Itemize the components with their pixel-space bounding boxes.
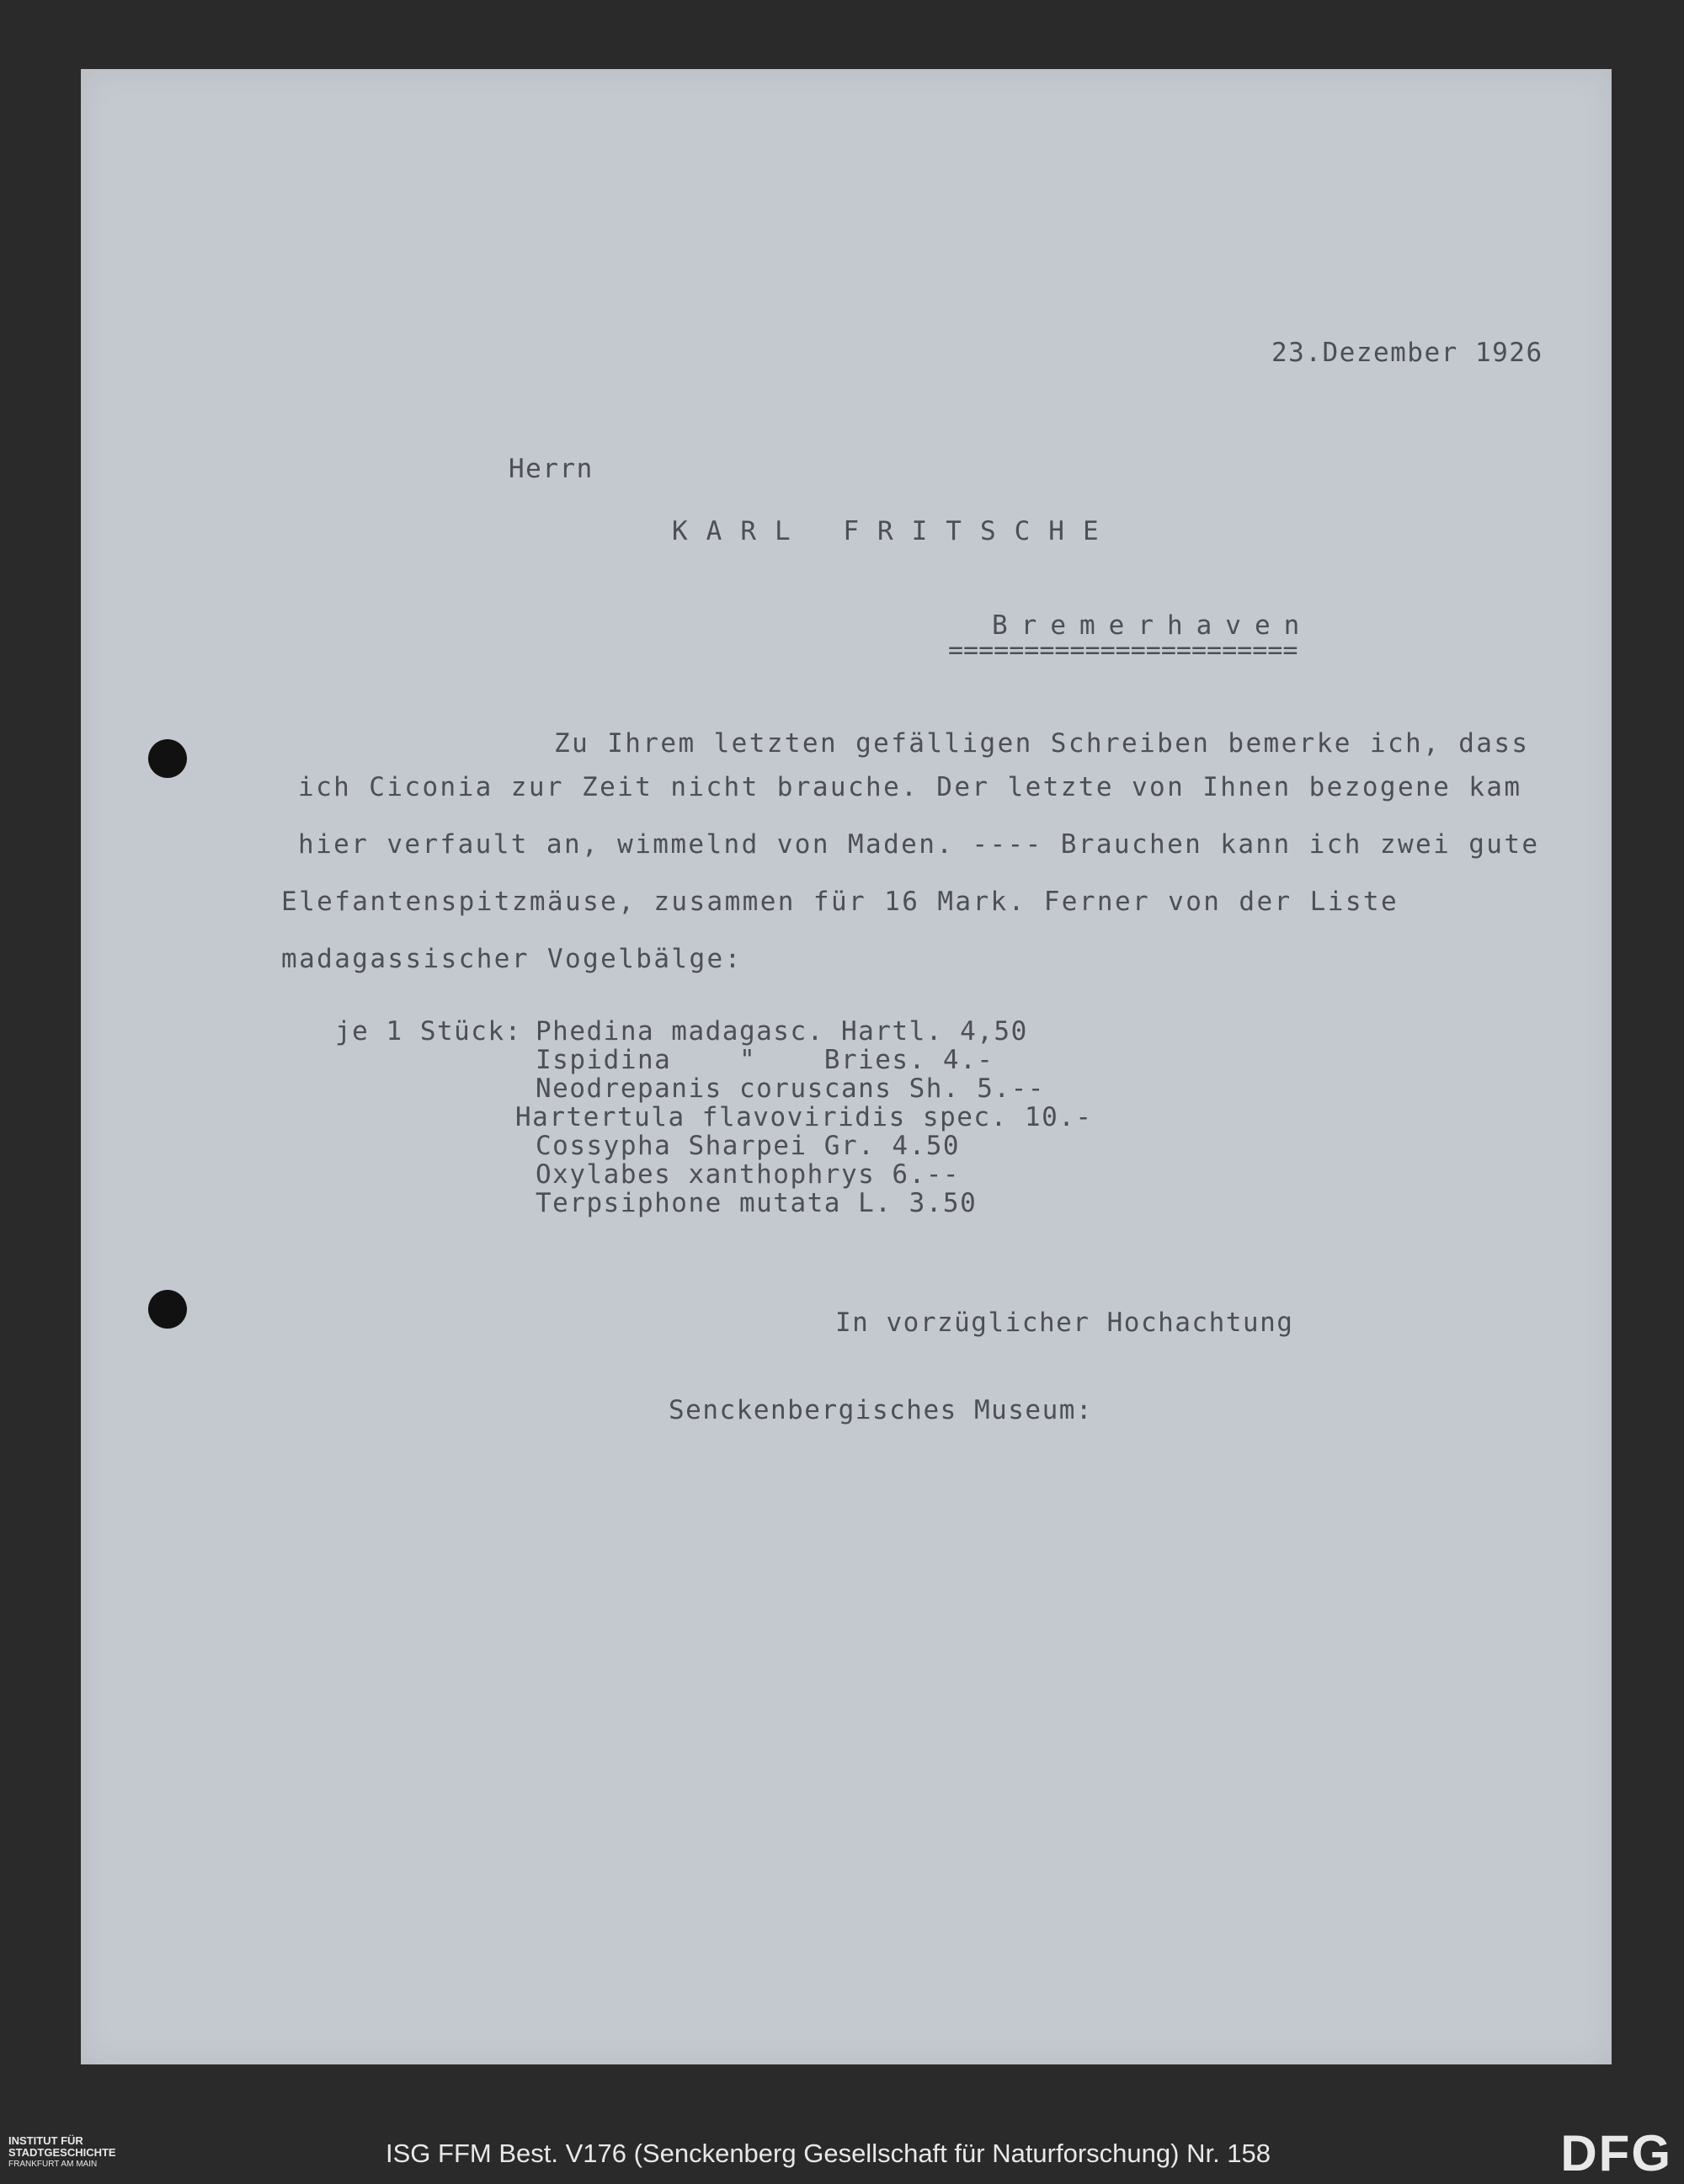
punch-hole-top bbox=[148, 739, 187, 778]
body-line: Zu Ihrem letzten gefälligen Schreiben bemerke ich, dass bbox=[554, 728, 1530, 759]
body-line: hier verfault an, wimmelnd von Maden. ---- Brauchen kann ich zwei gute bbox=[298, 829, 1540, 860]
list-item: Cossypha Sharpei Gr. 4.50 bbox=[536, 1131, 961, 1161]
signature: Senckenbergisches Museum: bbox=[669, 1395, 1094, 1425]
institute-logo bbox=[8, 2135, 116, 2171]
recipient-city: Bremerhaven bbox=[992, 610, 1314, 641]
list-item: Oxylabes xanthophrys 6.-- bbox=[536, 1159, 961, 1190]
body-line: madagassischer Vogelbälge: bbox=[281, 944, 743, 974]
archive-caption: ISG FFM Best. V176 (Senckenberg Gesellschaft für Naturforschung) Nr. 158 bbox=[386, 2139, 1271, 2168]
list-item: Phedina madagasc. Hartl. 4,50 bbox=[536, 1016, 1028, 1047]
list-item: Terpsiphone mutata L. 3.50 bbox=[536, 1188, 978, 1218]
body-line: Elefantenspitzmäuse, zusammen für 16 Mark. Ferner von der Liste bbox=[281, 887, 1399, 917]
dfg-logo: DFG bbox=[1560, 2125, 1672, 2181]
list-item: Neodrepanis coruscans Sh. 5.-- bbox=[536, 1073, 1045, 1104]
list-item: Hartertula flavoviridis spec. 10.- bbox=[515, 1102, 1093, 1132]
institute-line: FRANKFURT AM MAIN bbox=[8, 2160, 98, 2169]
body-line: ich Ciconia zur Zeit nicht brauche. Der letzte von Ihnen bezogene kam bbox=[298, 772, 1522, 802]
list-item: Ispidina " Bries. 4.- bbox=[536, 1045, 994, 1075]
salutation: Herrn bbox=[509, 454, 594, 484]
closing: In vorzüglicher Hochachtung bbox=[835, 1308, 1294, 1338]
punch-hole-bottom bbox=[148, 1290, 187, 1329]
recipient-name: KARL FRITSCHE bbox=[672, 516, 1117, 546]
institute-line: STADTGESCHICHTE bbox=[8, 2146, 116, 2159]
list-prefix: je 1 Stück: bbox=[335, 1016, 522, 1047]
institute-line: INSTITUT FÜR bbox=[8, 2134, 83, 2147]
city-underline: ======================= bbox=[948, 636, 1298, 665]
archive-footer bbox=[0, 2123, 1684, 2184]
letter-date: 23.Dezember 1926 bbox=[1271, 338, 1543, 368]
letter-page bbox=[81, 69, 1612, 2064]
